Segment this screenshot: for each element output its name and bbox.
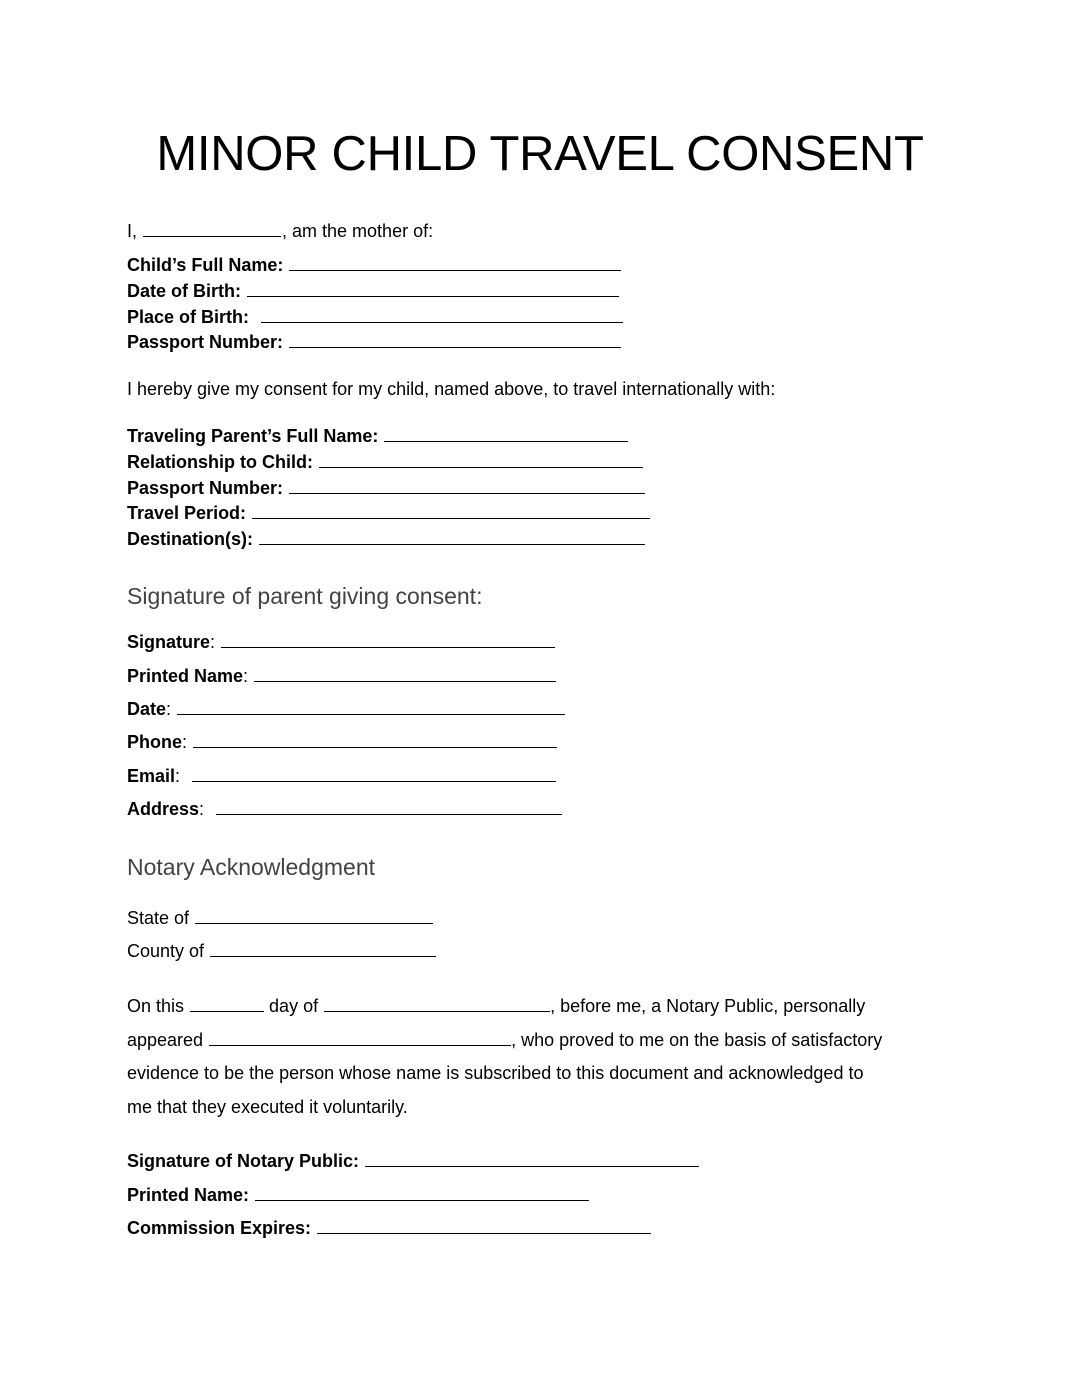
traveler-passport-field[interactable] bbox=[289, 477, 645, 494]
traveling-parent-field[interactable] bbox=[384, 425, 628, 442]
consent-statement: I hereby give my consent for my child, named above, to travel internationally with: bbox=[127, 379, 776, 399]
relationship-label: Relationship to Child: bbox=[127, 452, 313, 472]
date-of-birth-label: Date of Birth: bbox=[127, 281, 241, 301]
date-of-birth-field[interactable] bbox=[247, 280, 619, 297]
address-label: Address bbox=[127, 799, 200, 819]
traveling-parent-row bbox=[127, 425, 628, 447]
travel-period-label: Travel Period: bbox=[127, 503, 247, 523]
notary-section-heading: Notary Acknowledgment bbox=[127, 854, 376, 880]
signature-field[interactable] bbox=[221, 631, 555, 648]
signature-colon: : bbox=[210, 632, 216, 652]
notary-printed-name-label: Printed Name: bbox=[127, 1185, 250, 1205]
document-title: MINOR CHILD TRAVEL CONSENT bbox=[156, 127, 924, 181]
date-field[interactable] bbox=[177, 698, 565, 715]
county-row bbox=[127, 940, 436, 962]
notary-day-field[interactable] bbox=[190, 995, 264, 1012]
child-full-name-row bbox=[127, 254, 621, 276]
child-passport-field[interactable] bbox=[289, 331, 621, 348]
notary-printed-name-field[interactable] bbox=[255, 1184, 589, 1201]
state-row bbox=[127, 907, 433, 929]
date-row bbox=[127, 698, 565, 720]
email-field[interactable] bbox=[192, 765, 556, 782]
address-row bbox=[127, 798, 562, 820]
email-row bbox=[127, 765, 556, 787]
notary-text: day of bbox=[269, 996, 319, 1016]
notary-paragraph-line-1 bbox=[127, 995, 865, 1017]
traveler-passport-row bbox=[127, 477, 645, 499]
travel-period-field[interactable] bbox=[252, 502, 650, 519]
child-full-name-label: Child’s Full Name: bbox=[127, 255, 284, 275]
phone-field[interactable] bbox=[193, 731, 557, 748]
traveler-passport-label: Passport Number: bbox=[127, 478, 284, 498]
notary-text: , who proved to me on the basis of satisfactory bbox=[511, 1030, 883, 1050]
phone-label: Phone bbox=[127, 732, 183, 752]
notary-signature-field[interactable] bbox=[365, 1150, 699, 1167]
relationship-row bbox=[127, 451, 643, 473]
printed-name-label: Printed Name bbox=[127, 666, 244, 686]
date-of-birth-row bbox=[127, 280, 619, 302]
phone-row bbox=[127, 731, 557, 753]
child-full-name-field[interactable] bbox=[289, 254, 621, 271]
printed-name-colon: : bbox=[243, 666, 249, 686]
notary-signature-row bbox=[127, 1150, 699, 1172]
notary-appeared-name-field[interactable] bbox=[209, 1029, 511, 1046]
child-passport-row bbox=[127, 331, 621, 353]
email-label: Email bbox=[127, 766, 176, 786]
signature-label: Signature bbox=[127, 632, 211, 652]
place-of-birth-label: Place of Birth: bbox=[127, 307, 250, 327]
state-label: State of bbox=[127, 908, 190, 928]
notary-text: On this bbox=[127, 996, 185, 1016]
printed-name-field[interactable] bbox=[254, 665, 556, 682]
address-field[interactable] bbox=[216, 798, 562, 815]
county-label: County of bbox=[127, 941, 205, 961]
notary-text: appeared bbox=[127, 1030, 204, 1050]
notary-printed-name-row bbox=[127, 1184, 589, 1206]
county-field[interactable] bbox=[210, 940, 436, 957]
signature-row bbox=[127, 631, 555, 653]
notary-month-field[interactable] bbox=[324, 995, 550, 1012]
printed-name-row bbox=[127, 665, 556, 687]
email-colon: : bbox=[175, 766, 181, 786]
notary-paragraph-line-2 bbox=[127, 1029, 882, 1051]
intro-suffix: , am the mother of: bbox=[282, 221, 434, 241]
date-label: Date bbox=[127, 699, 167, 719]
commission-expires-field[interactable] bbox=[317, 1217, 651, 1234]
intro-line bbox=[127, 220, 433, 242]
travel-period-row bbox=[127, 502, 650, 524]
commission-expires-row bbox=[127, 1217, 651, 1239]
destinations-field[interactable] bbox=[259, 528, 645, 545]
place-of-birth-row bbox=[127, 306, 623, 328]
notary-signature-label: Signature of Notary Public: bbox=[127, 1151, 360, 1171]
place-of-birth-field[interactable] bbox=[261, 306, 623, 323]
date-colon: : bbox=[166, 699, 172, 719]
intro-prefix: I, bbox=[127, 221, 138, 241]
notary-paragraph-line-3: evidence to be the person whose name is subscribed to this document and acknowledged to bbox=[127, 1063, 864, 1083]
signature-section-heading: Signature of parent giving consent: bbox=[127, 583, 483, 609]
notary-text: , before me, a Notary Public, personally bbox=[550, 996, 866, 1016]
destinations-label: Destination(s): bbox=[127, 529, 253, 549]
destinations-row bbox=[127, 528, 645, 550]
relationship-field[interactable] bbox=[319, 451, 643, 468]
state-field[interactable] bbox=[195, 907, 433, 924]
phone-colon: : bbox=[182, 732, 188, 752]
commission-expires-label: Commission Expires: bbox=[127, 1218, 312, 1238]
address-colon: : bbox=[199, 799, 205, 819]
traveling-parent-label: Traveling Parent’s Full Name: bbox=[127, 426, 379, 446]
child-passport-label: Passport Number: bbox=[127, 332, 284, 352]
mother-name-field[interactable] bbox=[143, 220, 281, 237]
notary-paragraph-line-4: me that they executed it voluntarily. bbox=[127, 1097, 408, 1117]
